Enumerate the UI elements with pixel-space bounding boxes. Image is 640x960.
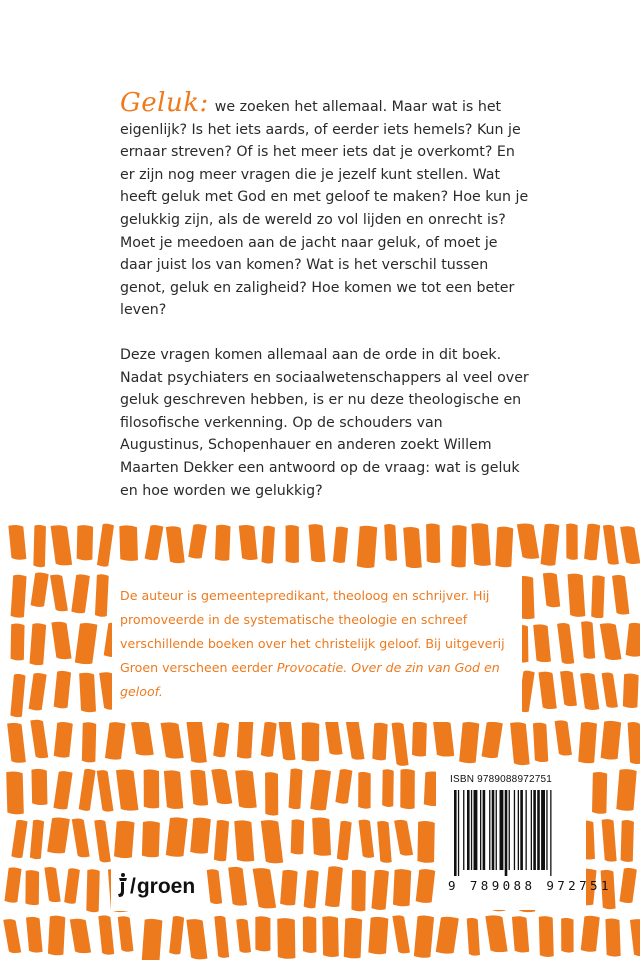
brushstroke [302,722,319,761]
blurb-paragraph-1-text: we zoeken het allemaal. Maar wat is het eigenlijk? Is het iets aards, of eerder iets hemels? Kun je ernaar streven? Of is het meer iets dat je overkomt? En er zijn nog meer vragen die je jezelf kunt stellen. Wat heeft geluk met God en met geloof te maken? Hoe kun je gelukkig zijn, als de wereld zo vol lijden en onrecht is? Moet je meedoen aan de jacht naar geluk, of moet je daar juist los van komen? Wat is het verschil tussen genot, geluk en zaligheid? Hoe komen we tot een beter leven? [120,99,529,319]
brushstroke [7,723,26,763]
brushstroke [382,769,394,807]
brushstroke [228,867,247,906]
brushstroke [322,916,338,957]
brushstroke [555,720,572,755]
brushstroke [144,769,159,808]
brushstroke [11,623,25,660]
barcode-bar [533,790,536,870]
barcode-bar [474,790,478,870]
brushstroke [79,769,96,811]
brushstroke [29,623,46,665]
brushstroke [33,525,46,567]
brushstroke [310,770,331,811]
barcode-bar [458,790,459,876]
brushstroke [393,869,411,906]
barcode-bar [546,790,547,870]
brushstroke [371,870,389,910]
author-bio-text: De auteur is gemeentepredikant, theoloog en schrijver. Hij promoveerde in de systematische theologie en schreef verschillende boeken over het christelijk geloof. Bij uitgeverij Groen verscheen eerder [120,588,505,675]
brushstroke [620,526,640,564]
brushstroke [97,524,114,567]
brushstroke [602,673,618,708]
brushstroke [325,866,343,907]
brushstroke [235,770,257,808]
brushstroke [280,870,298,906]
brushstroke [31,769,47,805]
barcode-bar [467,790,470,870]
barcode-bar [509,790,510,870]
brushstroke [145,525,164,560]
blurb-paragraph-1 [120,88,530,322]
brushstroke [346,720,365,760]
brushstroke [357,526,377,568]
brushstroke [482,722,503,758]
barcode-bar [454,790,457,876]
brushstroke [603,525,619,565]
brushstroke [394,820,413,856]
brushstroke [533,624,551,662]
brushstroke [436,917,459,954]
brushstroke [236,919,251,953]
brushstroke [368,917,388,954]
brushstroke [351,870,365,912]
barcode-bar [492,790,495,870]
barcode-bar [463,790,464,870]
brushstroke [114,821,135,858]
barcode-bar [550,790,551,876]
barcode-digits: 9 789088 972751 [448,878,612,893]
publisher-logo [111,865,203,911]
brushstroke [3,919,21,953]
brushstroke [621,820,634,862]
brushstroke [71,574,90,613]
barcode-bar [541,790,545,870]
brushstroke [77,525,93,560]
brushstroke [214,820,229,861]
barcode-bar [496,790,497,870]
brushstroke [539,916,554,957]
brushstroke [70,919,91,953]
brushstroke [344,918,362,958]
brushstroke [186,720,206,763]
brushstroke [94,820,111,862]
brushstroke [560,671,577,706]
brushstroke [541,524,560,566]
barcode-bar [480,790,481,870]
brushstroke [265,772,278,815]
brushstroke [592,772,607,814]
author-bio [120,584,520,704]
brushstroke [619,868,636,903]
brushstroke [392,915,410,953]
brushstroke [623,674,639,708]
brushstroke [188,524,207,558]
brushstroke [568,574,586,617]
brushstroke [304,870,319,908]
brushstroke [47,817,70,853]
brushstroke [372,723,387,761]
blurb-paragraph-2: Deze vragen komen allemaal aan de orde in dit boek. Nadat psychiaters en sociaalwetenschappers al veel over geluk geschreven hebben, is er nu deze theologische en filosofische verkenning. Op de schouders van Augustinus, Schopenhauer en anderen zoekt Willem Maarten Dekker een antwoord op de vraag: wat is geluk en hoe worden we gelukkig? [120,346,529,499]
brushstroke [510,722,530,765]
barcode-bar [505,790,508,876]
brushstroke [105,722,126,760]
brushstroke [119,525,138,560]
brushstroke [512,916,529,952]
brushstroke [308,524,325,562]
brushstroke [392,723,409,766]
brushstroke [289,768,303,809]
brushstroke [26,917,43,953]
brushstroke [50,575,68,612]
brushstroke [53,771,72,809]
barcode-bar [500,790,504,870]
brushstroke [142,919,163,960]
brushstroke [51,622,71,659]
brushstroke [384,524,397,561]
barcode-bar [514,790,515,870]
brushstroke [95,574,109,617]
lead-word: Geluk: [120,88,209,118]
brushstroke [426,524,440,563]
brushstroke [30,820,44,859]
brushstroke [303,916,317,953]
brushstroke [600,623,622,660]
brushstroke [538,672,556,709]
brushstroke [30,720,48,758]
brushstroke [580,673,599,710]
brushstroke [261,820,283,863]
author-book-title: Provocatie. Over de zin van God en geloof. [120,660,500,699]
brushstroke [214,916,229,958]
brushstroke [8,525,26,560]
brushstroke [44,867,60,902]
brushstroke [261,722,277,757]
brushstroke [166,526,185,563]
brushstroke [10,674,25,717]
brushstroke [207,869,222,904]
brushstroke [29,673,47,710]
brushstroke [433,721,454,756]
brushstroke [211,769,232,804]
brushstroke [533,723,548,762]
brushstroke [166,817,188,856]
brushstroke [48,916,65,956]
brushstroke [169,916,184,954]
brushstroke [86,869,99,912]
brushstroke [279,720,296,760]
brushstroke [557,623,574,664]
brushstroke [403,527,422,568]
brushstroke [237,720,253,759]
brushstroke [561,918,573,953]
brushstroke [602,819,617,862]
brushstroke [51,525,73,565]
brushstroke [605,918,620,956]
brushstroke [566,523,578,559]
brushstroke [131,722,154,756]
brushstroke [459,722,479,763]
publisher-name: groen [136,875,196,898]
barcode-bar [520,790,523,870]
brushstroke [417,821,434,863]
barcode-bar [483,790,486,870]
brushstroke [578,722,597,763]
brushstroke [253,868,276,908]
brushstroke [581,621,595,659]
brushstroke [234,820,254,861]
brushstroke [213,722,229,757]
barcode-bar [489,790,490,870]
brushstroke [471,523,490,566]
brushstroke [277,918,295,959]
brushstroke [543,573,560,607]
brushstroke [4,867,21,902]
brushstroke [6,771,24,814]
brushstroke [97,770,114,812]
brushstroke [312,818,331,856]
barcode-bar [518,790,519,870]
brushstroke [116,769,139,810]
brushstroke [215,525,231,561]
brushstroke [25,870,39,905]
brushstroke [335,769,352,804]
brushstroke [591,575,605,618]
crown-icon [117,872,129,902]
brushstroke [255,916,270,951]
brushstroke [581,916,600,952]
brushstroke [414,916,434,958]
brushstroke [239,525,258,560]
brushstroke [485,915,507,952]
brushstroke [337,821,352,860]
brushstroke [400,769,415,809]
brushstroke [164,770,183,809]
brushstroke [190,818,211,854]
brushstroke [54,671,71,708]
barcode-bar [526,790,527,870]
brushstroke [98,915,114,954]
brushstroke [451,525,466,567]
brushstroke [584,524,600,561]
brushstroke [291,819,305,854]
brushstroke [612,575,629,614]
brushstroke [626,623,640,657]
brushstroke [628,722,640,764]
brushstroke [333,527,348,563]
brushstroke [75,623,98,664]
brushstroke [377,821,392,863]
barcode-bars [454,790,578,876]
brushstroke [359,820,375,858]
brushstroke [358,772,371,809]
brushstroke [416,869,436,903]
brushstroke [190,770,208,806]
isbn-label: ISBN 9789088972751 [450,774,553,785]
brushstroke [31,573,49,607]
brushstroke [412,722,427,757]
brushstroke [467,918,480,956]
brushstroke [118,916,134,951]
brushstroke [142,821,160,857]
blurb-text [120,88,530,524]
brushstroke [286,525,299,563]
brushstroke [495,527,513,568]
brushstroke [261,526,275,564]
brushstroke [54,722,73,758]
brushstroke [517,524,539,559]
brushstroke [601,721,622,760]
brushstroke [325,720,343,755]
brushstroke [186,919,207,959]
brushstroke [64,868,80,903]
brushstroke [11,575,27,618]
barcode-bar [471,790,472,870]
brushstroke [161,722,184,758]
brushstroke [630,919,640,956]
brushstroke [72,819,90,858]
brushstroke [79,673,96,713]
publisher-separator: / [130,875,136,898]
brushstroke [11,820,27,858]
barcode-bar [531,790,532,870]
brushstroke [616,769,636,811]
brushstroke [82,722,96,762]
barcode-bar [537,790,540,870]
